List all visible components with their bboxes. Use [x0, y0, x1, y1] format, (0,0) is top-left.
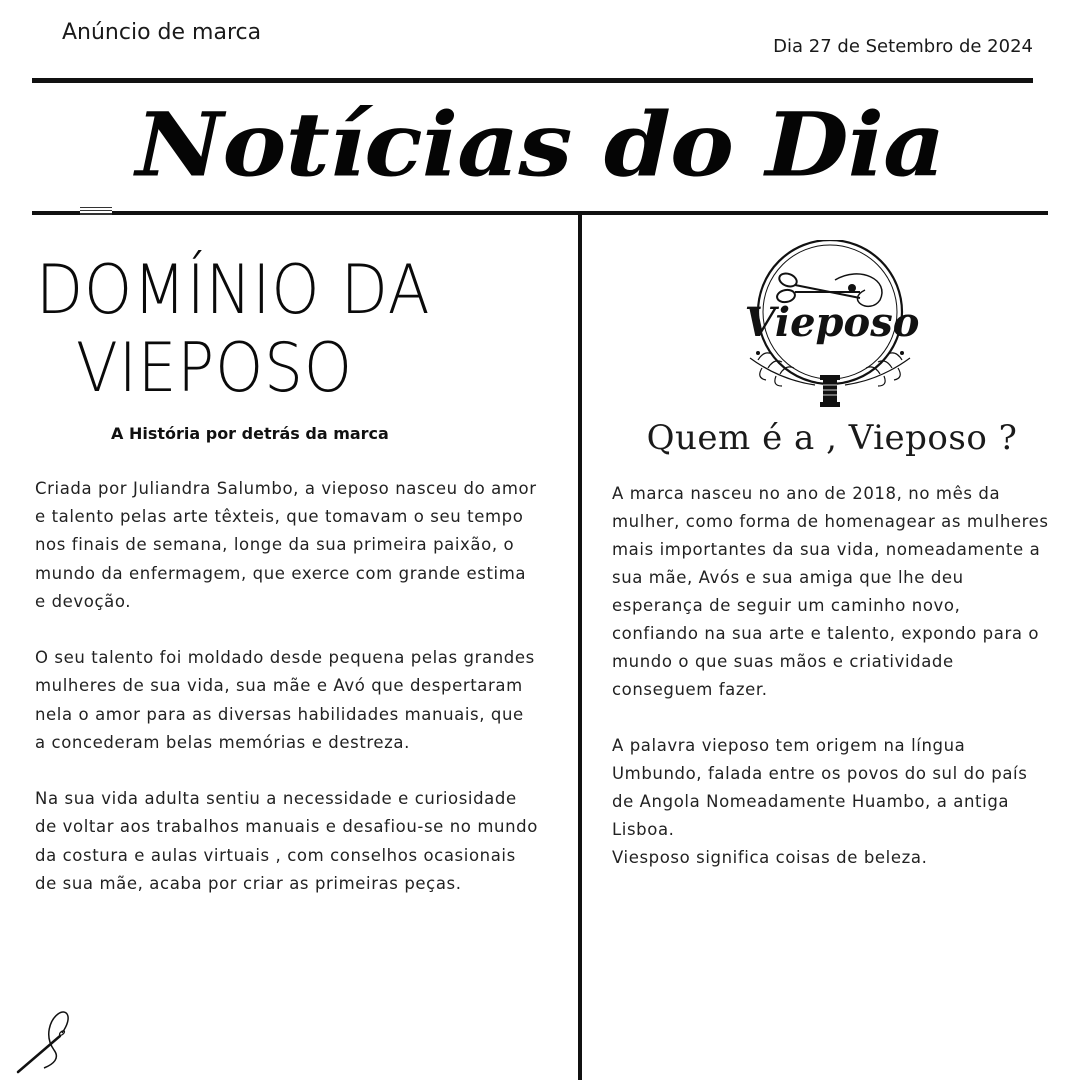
right-article-title: Quem é a , Vieposo ?	[646, 418, 1018, 458]
right-paragraph-1: A marca nasceu no ano de 2018, no mês da mulher, como forma de homenagear as mulheres mais importantes da sua vida, nomeadamente a sua mãe, Avós e sua amiga que lhe deu esperança de seguir um caminho novo, confiando na sua arte e talento, expondo para o mundo o que suas mãos e criatividade conseguem fazer.	[612, 484, 1049, 699]
top-rule	[32, 78, 1033, 83]
right-paragraph-2	[612, 732, 1052, 872]
left-paragraph-3: Na sua vida adulta sentiu a necessidade e curiosidade de voltar aos trabalhos manuais e desafiou-se no mundo da costura e aulas virtuais , com conselhos ocasionais de sua mãe, acaba por criar as primeiras peças.	[35, 789, 538, 893]
logo-wordmark: Vieposo	[744, 299, 920, 346]
masthead-title: Notícias do Dia	[135, 92, 945, 197]
right-paragraph-2-text: A palavra vieposo tem origem na língua Umbundo, falada entre os povos do sul do país de Angola Nomeadamente Huambo, a antiga Lisboa.	[612, 736, 1028, 839]
right-article-body	[612, 480, 1052, 900]
decorative-lines	[80, 207, 112, 215]
article-subheading: A História por detrás da marca	[111, 424, 389, 443]
left-paragraph-2: O seu talento foi moldado desde pequena pelas grandes mulheres de sua vida, sua mãe e Avó que despertaram nela o amor para as diversas habilidades manuais, que a concederam belas memórias e destreza.	[35, 648, 535, 752]
headline-line-2: VIEPOSO	[76, 329, 353, 408]
headline-line-1: DOMÍNIO DA	[36, 251, 431, 330]
issue-date: Dia 27 de Setembro de 2024	[773, 36, 1033, 57]
vieposo-logo-icon	[740, 240, 920, 415]
left-paragraph-1: Criada por Juliandra Salumbo, a vieposo nasceu do amor e talento pelas arte têxteis, que tomavam o seu tempo nos finais de semana, longe da sua primeira paixão, o mundo da enfermagem, que exerce com grande estima e devoção.	[35, 479, 537, 611]
masthead-bottom-rule	[32, 211, 1048, 215]
ad-kicker: Anúncio de marca	[62, 20, 262, 45]
right-paragraph-2-closing: Viesposo significa coisas de beleza.	[612, 848, 928, 867]
article-headline	[36, 252, 556, 408]
column-divider	[578, 215, 582, 1080]
left-article-body	[35, 475, 540, 926]
needle-thread-icon	[14, 1006, 78, 1076]
